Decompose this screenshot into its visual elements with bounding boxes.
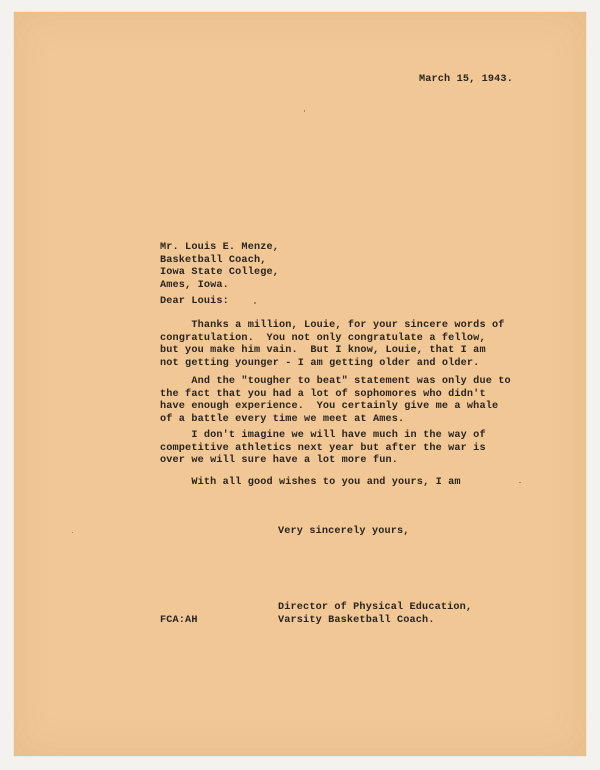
paragraph-line: congratulation. You not only congratulate a fellow, [160, 332, 486, 344]
signature-title-line: Director of Physical Education, [278, 602, 473, 613]
letter-page [14, 12, 586, 756]
body-paragraph-1 [160, 320, 505, 370]
signature-title-line: Varsity Basketball Coach. [278, 614, 435, 626]
paragraph-line: With all good wishes to you and yours, I am [160, 477, 461, 488]
recipient-institution: Iowa State College, [160, 267, 280, 279]
recipient-city: Ames, Iowa. [160, 279, 229, 291]
paragraph-line: not getting younger - I am getting older and older. [160, 357, 480, 369]
recipient-title: Basketball Coach, [160, 254, 267, 266]
paragraph-line: Thanks a million, Louie, for your sincere words of [160, 320, 505, 331]
signature-title-block [278, 602, 472, 627]
recipient-address-block [160, 242, 279, 292]
paper-speck [304, 110, 305, 112]
paper-speck [519, 482, 521, 483]
paragraph-line: the fact that you had a lot of sophomores who didn't [160, 388, 486, 400]
paragraph-line: I don't imagine we will have much in the way of [160, 430, 486, 441]
salutation: Dear Louis: [160, 296, 229, 307]
letter-date: March 15, 1943. [419, 74, 513, 85]
recipient-name: Mr. Louis E. Menze, [160, 242, 280, 253]
paragraph-line: over we will sure have a lot more fun. [160, 455, 399, 467]
paragraph-line: competitive athletics next year but after the war is [160, 442, 486, 454]
paragraph-line: And the "tougher to beat" statement was only due to [160, 376, 511, 387]
body-paragraph-2 [160, 376, 511, 426]
body-paragraph-3 [160, 430, 486, 468]
paragraph-line: have enough experience. You certainly give me a whale [160, 401, 499, 413]
paragraph-line: but you make him vain. But I know, Louie, that I am [160, 345, 486, 357]
typist-initials: FCA:AH [160, 615, 198, 626]
closing: Very sincerely yours, [278, 526, 410, 537]
paper-speck [254, 302, 256, 304]
body-paragraph-4 [160, 477, 461, 490]
paragraph-line: of a battle every time we meet at Ames. [160, 413, 405, 425]
paper-speck [72, 532, 73, 533]
